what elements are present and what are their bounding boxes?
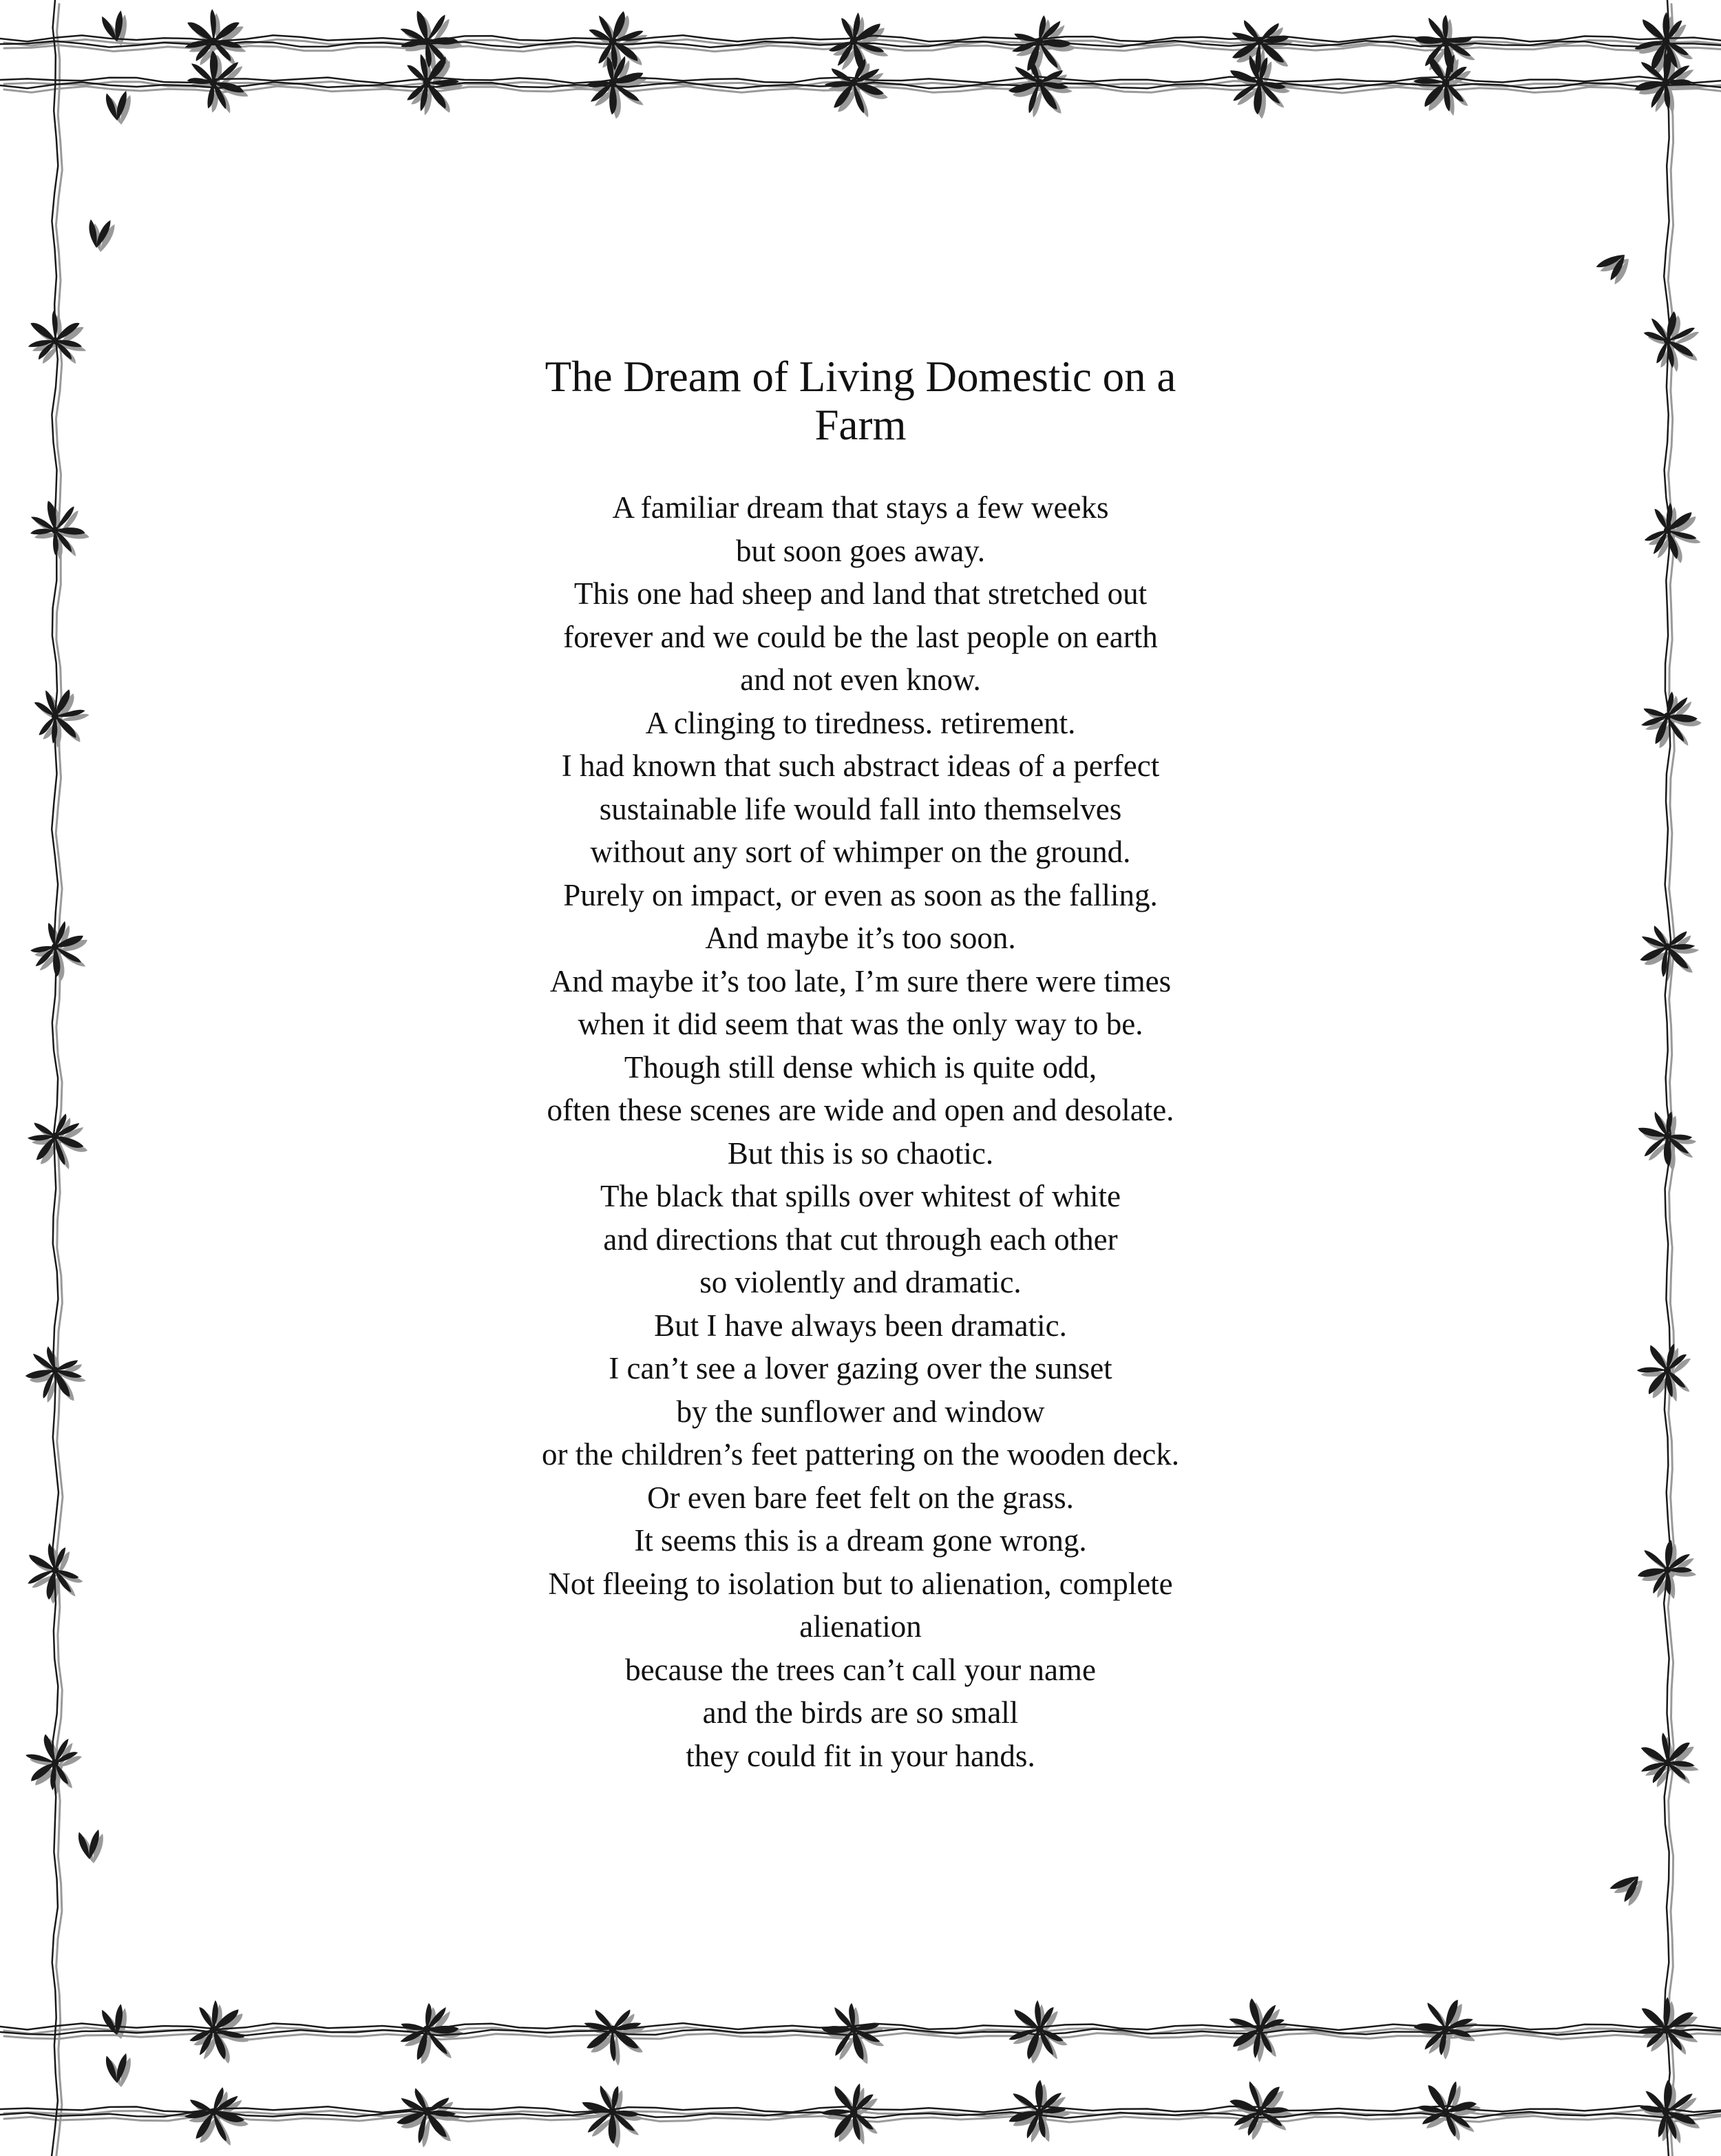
poem-line: And maybe it’s too soon. xyxy=(705,921,1016,955)
poem-line: But this is so chaotic. xyxy=(727,1135,994,1171)
poem-title: The Dream of Living Domestic on a Farm xyxy=(545,353,1176,449)
poem-line: Or even bare feet felt on the grass. xyxy=(647,1480,1074,1515)
poem-line: because the trees can’t call your name xyxy=(625,1652,1096,1687)
poem-line: or the children’s feet pattering on the wooden deck. xyxy=(542,1437,1179,1472)
poem-line: The black that spills over whitest of white xyxy=(600,1179,1121,1213)
flower-icon xyxy=(1640,304,1706,373)
bud-icon xyxy=(101,2047,136,2084)
bud-icon xyxy=(97,5,134,43)
poem-line: so violently and dramatic. xyxy=(699,1265,1022,1299)
poem-line: A familiar dream that stays a few weeks xyxy=(612,490,1109,525)
poem-line: by the sunflower and window xyxy=(676,1394,1045,1429)
poem-line: But I have always been dramatic. xyxy=(654,1308,1067,1343)
poem-line: sustainable life would fall into themselves xyxy=(599,791,1122,826)
poem-line: they could fit in your hands. xyxy=(686,1738,1035,1773)
poem-line: alienation xyxy=(799,1609,922,1644)
poem-line: And maybe it’s too late, I’m sure there were times xyxy=(549,963,1172,998)
poem-line: Not fleeing to isolation but to alienation, complete xyxy=(548,1566,1173,1601)
flower-icon xyxy=(1644,308,1710,377)
poem-line: This one had sheep and land that stretched out xyxy=(573,576,1148,611)
poem xyxy=(447,353,1274,1777)
poem-line: I can’t see a lover gazing over the sunset xyxy=(609,1351,1112,1385)
poem-line: forever and we could be the last people on earth xyxy=(563,619,1158,654)
poem-line: when it did seem that was the only way to be. xyxy=(578,1007,1143,1041)
flower-icon xyxy=(17,1538,83,1606)
poem-line: and the birds are so small xyxy=(702,1695,1019,1730)
poem-line: and directions that cut through each other xyxy=(603,1222,1118,1257)
flower-icon xyxy=(812,1996,889,2072)
poem-line: A clinging to tiredness. retirement. xyxy=(645,705,1076,740)
flower-icon xyxy=(180,2083,251,2152)
poem-line: but soon goes away. xyxy=(735,533,986,568)
poem-line: Though still dense which is quite odd, xyxy=(624,1049,1097,1085)
poem-line: without any sort of whimper on the ground. xyxy=(590,835,1131,869)
poem-line: Purely on impact, or even as soon as the falling. xyxy=(563,877,1158,912)
poem-line: It seems this is a dream gone wrong. xyxy=(634,1523,1087,1558)
poem-body xyxy=(447,486,1274,1777)
poem-line: I had known that such abstract ideas of a perfect xyxy=(561,749,1160,783)
poem-line: and not even know. xyxy=(740,662,981,697)
bud-icon xyxy=(74,1823,109,1860)
poem-line: often these scenes are wide and open and desolate. xyxy=(547,1093,1174,1127)
